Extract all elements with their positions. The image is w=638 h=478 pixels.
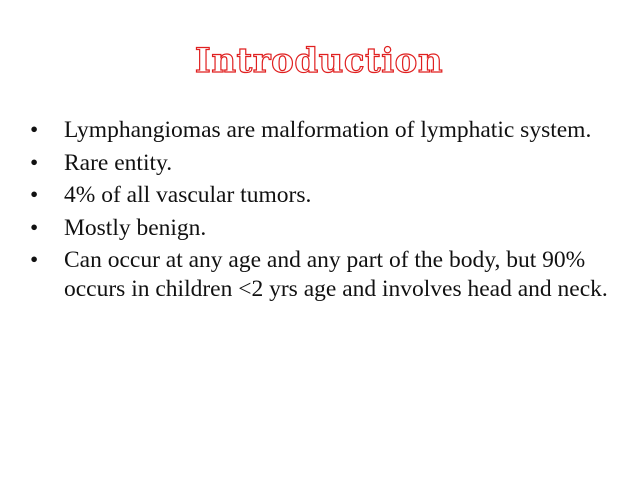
bullet-text: 4% of all vascular tumors. [64,182,312,208]
bullet-text: Rare entity. [64,149,173,176]
bullet-item [30,181,610,210]
bullet-text: Can occur at any age and any part of the body, but 90% occurs in children <2 yrs age and involves head and neck. [64,247,608,302]
bullet-item [30,116,610,145]
bullet-item [30,246,610,303]
bullet-icon: • [30,117,39,143]
bullet-item [30,214,610,243]
bullet-icon: • [30,182,39,208]
bullet-icon: • [30,214,39,241]
bullet-list [30,116,610,307]
bullet-text: Lymphangiomas are malformation of lymphatic system. [64,117,592,143]
slide-title: Introduction [194,41,444,81]
bullet-icon: • [30,149,39,176]
bullet-icon: • [30,247,39,273]
bullet-text: Mostly benign. [64,214,207,241]
bullet-item [30,149,610,178]
